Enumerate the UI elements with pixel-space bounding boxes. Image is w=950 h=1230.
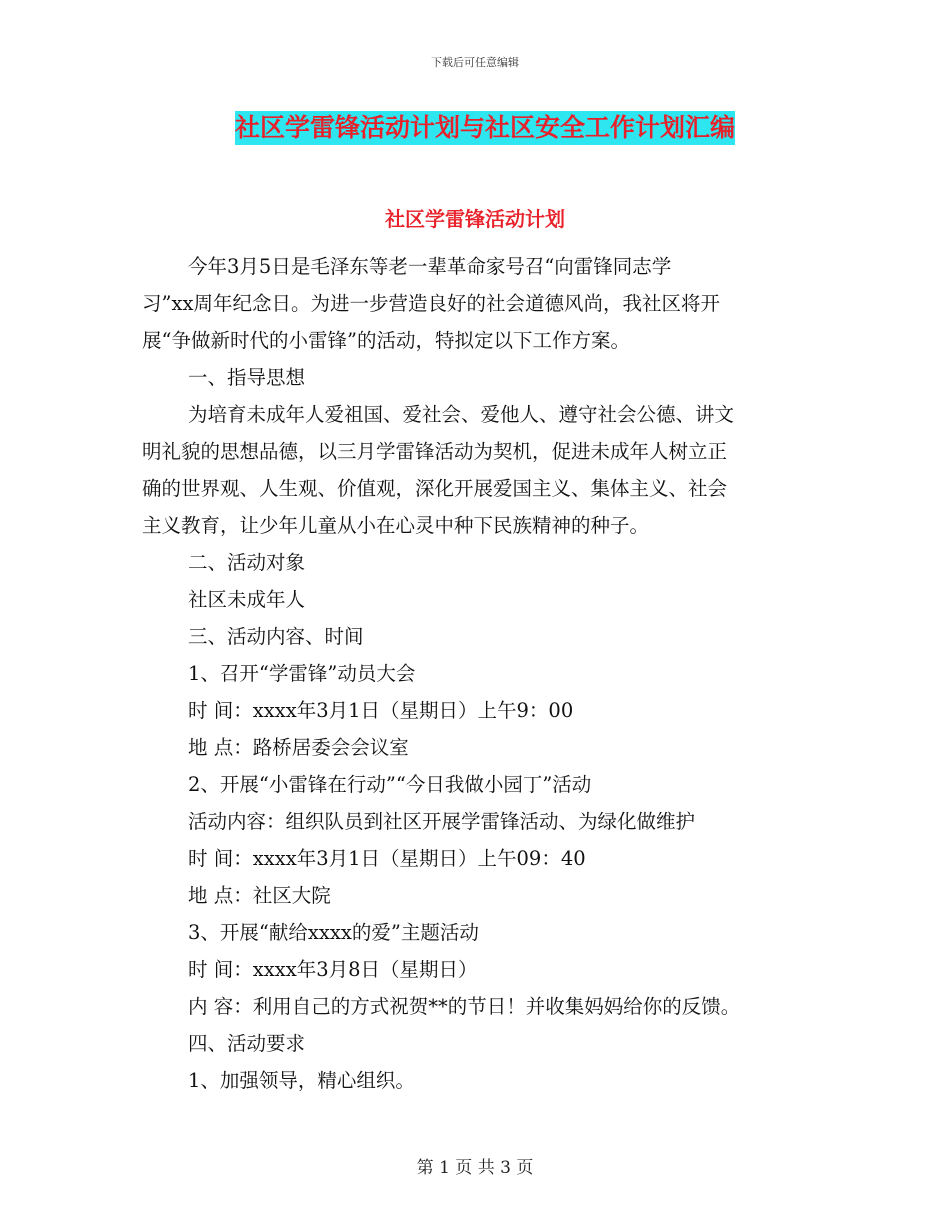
heading-guiding-thought: 一、指导思想 [188,366,306,389]
heading-requirements: 四、活动要求 [188,1032,306,1055]
intro-line-3: 展“争做新时代的小雷锋”的活动，特拟定以下工作方案。 [142,329,630,352]
item3-title: 3、开展“献给xxxx的爱”主题活动 [188,921,479,944]
item3-time: 时 间：xxxx年3月8日（星期日） [188,958,478,981]
item1-title: 1、召开“学雷锋”动员大会 [188,662,416,685]
item2-place: 地 点：社区大院 [188,884,331,907]
guiding-line-1: 为培育未成年人爱祖国、爱社会、爱他人、遵守社会公德、讲文 [188,403,735,426]
heading-content-time: 三、活动内容、时间 [188,625,364,648]
section-title: 社区学雷锋活动计划 [385,207,565,231]
requirement-1: 1、加强领导，精心组织。 [188,1069,415,1092]
document-body [142,248,822,1099]
item3-content: 内 容：利用自己的方式祝贺**的节日！并收集妈妈给你的反馈。 [188,995,741,1018]
guiding-line-2: 明礼貌的思想品德，以三月学雷锋活动为契机，促进未成年人树立正 [142,440,728,463]
item1-time: 时 间：xxxx年3月1日（星期日）上午9：00 [188,699,574,722]
intro-line-1: 今年3月5日是毛泽东等老一辈革命家号召“向雷锋同志学 [188,255,672,278]
guiding-line-3: 确的世界观、人生观、价值观，深化开展爱国主义、集体主义、社会 [142,477,728,500]
item2-content: 活动内容：组织队员到社区开展学雷锋活动、为绿化做维护 [188,810,696,833]
document-title: 社区学雷锋活动计划与社区安全工作计划汇编 [235,111,735,145]
item1-place: 地 点：路桥居委会会议室 [188,736,409,759]
item2-time: 时 间：xxxx年3月1日（星期日）上午09：40 [188,847,586,870]
heading-target: 二、活动对象 [188,551,306,574]
target-text: 社区未成年人 [188,588,306,611]
item2-title: 2、开展“小雷锋在行动”“今日我做小园丁”活动 [188,773,592,796]
intro-line-2: 习”xx周年纪念日。为进一步营造良好的社会道德风尚，我社区将开 [142,292,720,315]
header-note: 下载后可任意编辑 [431,56,519,69]
guiding-line-4: 主义教育，让少年儿童从小在心灵中种下民族精神的种子。 [142,514,650,537]
page-footer: 第 1 页 共 3 页 [416,1158,534,1178]
